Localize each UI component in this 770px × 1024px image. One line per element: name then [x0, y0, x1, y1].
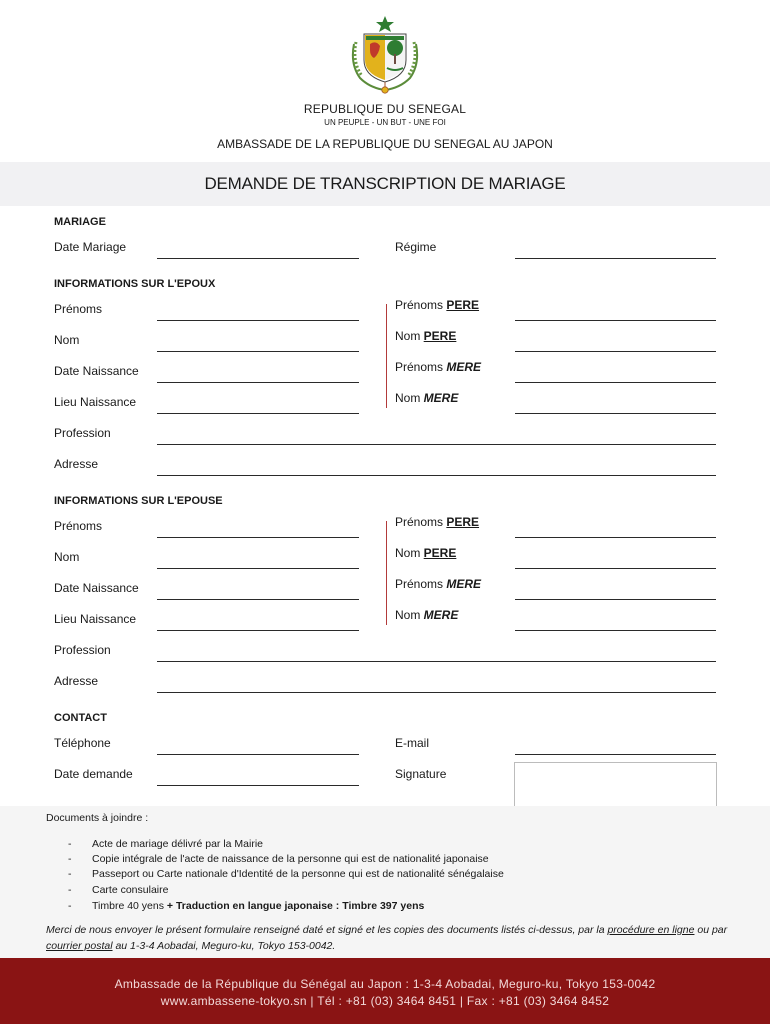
epoux-nom-mere-label: Nom MERE — [395, 391, 459, 405]
email-field[interactable] — [515, 754, 716, 755]
epouse-nom-pere-field[interactable] — [515, 568, 716, 569]
date-mariage-field[interactable] — [157, 258, 359, 259]
epouse-lieu-naissance-field[interactable] — [157, 630, 359, 631]
epoux-lieu-naissance-field[interactable] — [157, 413, 359, 414]
epouse-nom-mere-field[interactable] — [515, 630, 716, 631]
section-epoux-heading: INFORMATIONS SUR L'EPOUX — [54, 278, 216, 290]
online-procedure-link[interactable]: procédure en ligne — [607, 924, 695, 936]
epoux-prenoms-mere-field[interactable] — [515, 382, 716, 383]
epoux-nom-pere-label: Nom PERE — [395, 329, 457, 343]
epoux-adresse-field[interactable] — [157, 475, 716, 476]
footer-band — [0, 958, 770, 1024]
epoux-date-naissance-label: Date Naissance — [54, 364, 139, 378]
documents-title: Documents à joindre : — [46, 812, 149, 824]
epoux-prenoms-pere-field[interactable] — [515, 320, 716, 321]
epouse-adresse-label: Adresse — [54, 674, 99, 688]
section-epouse-heading: INFORMATIONS SUR L'EPOUSE — [54, 495, 223, 507]
epoux-nom-label: Nom — [54, 333, 80, 347]
national-motto: UN PEUPLE - UN BUT - UNE FOI — [324, 118, 446, 127]
epoux-profession-label: Profession — [54, 426, 111, 440]
epouse-nom-field[interactable] — [157, 568, 359, 569]
footer-contact: www.ambassene-tokyo.sn | Tél : +81 (03) 3464 8451 | Fax : +81 (03) 3464 8452 — [160, 994, 610, 1008]
epoux-nom-pere-field[interactable] — [515, 351, 716, 352]
document-item: - Carte consulaire — [68, 884, 169, 896]
epouse-date-naissance-label: Date Naissance — [54, 581, 139, 595]
signature-label: Signature — [395, 767, 447, 781]
embassy-name: AMBASSADE DE LA REPUBLIQUE DU SENEGAL AU JAPON — [217, 137, 553, 151]
postal-mail-link[interactable]: courrier postal — [46, 940, 113, 952]
epoux-nom-field[interactable] — [157, 351, 359, 352]
epouse-prenoms-mere-label: Prénoms MERE — [395, 577, 482, 591]
epouse-adresse-field[interactable] — [157, 692, 716, 693]
email-label: E-mail — [395, 736, 430, 750]
epoux-prenoms-field[interactable] — [157, 320, 359, 321]
coat-of-arms-emblem — [346, 14, 424, 96]
section-contact-heading: CONTACT — [54, 712, 107, 724]
epouse-prenoms-mere-field[interactable] — [515, 599, 716, 600]
epouse-profession-label: Profession — [54, 643, 111, 657]
epouse-prenoms-field[interactable] — [157, 537, 359, 538]
epoux-date-naissance-field[interactable] — [157, 382, 359, 383]
document-item: - Copie intégrale de l'acte de naissance de la personne qui est de nationalité japonaise — [68, 853, 489, 865]
date-demande-field[interactable] — [157, 785, 359, 786]
document-item: - Acte de mariage délivré par la Mairie — [68, 838, 263, 850]
epouse-profession-field[interactable] — [157, 661, 716, 662]
signature-box[interactable] — [514, 762, 717, 807]
regime-field[interactable] — [515, 258, 716, 259]
document-item-timbre: - Timbre 40 yens + Traduction en langue japonaise : Timbre 397 yens — [68, 900, 425, 912]
epouse-lieu-naissance-label: Lieu Naissance — [54, 612, 137, 626]
epoux-prenoms-mere-label: Prénoms MERE — [395, 360, 482, 374]
date-mariage-label: Date Mariage — [54, 240, 127, 254]
footer-address: Ambassade de la République du Sénégal au Japon : 1-3-4 Aobadai, Meguro-ku, Tokyo 153-0042 — [114, 977, 656, 991]
instructions-note: Merci de nous envoyer le présent formulaire renseigné daté et signé et les copies des documents listés ci-dessus, par la procédure en ligne ou par courrier postal au 1-3-4 Aobadai, Meguro-ku, Tokyo 153-0042. — [46, 924, 728, 952]
epouse-nom-label: Nom — [54, 550, 80, 564]
epouse-prenoms-pere-field[interactable] — [515, 537, 716, 538]
epoux-lieu-naissance-label: Lieu Naissance — [54, 395, 137, 409]
epouse-divider — [386, 521, 387, 625]
epouse-nom-pere-label: Nom PERE — [395, 546, 457, 560]
epoux-divider — [386, 304, 387, 408]
telephone-field[interactable] — [157, 754, 359, 755]
epouse-prenoms-label: Prénoms — [54, 519, 103, 533]
telephone-label: Téléphone — [54, 736, 111, 750]
document-item: - Passeport ou Carte nationale d'Identité de la personne qui est de nationalité sénégalaise — [68, 868, 504, 880]
epoux-adresse-label: Adresse — [54, 457, 99, 471]
section-mariage-heading: MARIAGE — [54, 216, 106, 228]
epoux-prenoms-pere-label: Prénoms PERE — [395, 298, 480, 312]
date-demande-label: Date demande — [54, 767, 133, 781]
epoux-prenoms-label: Prénoms — [54, 302, 103, 316]
epouse-date-naissance-field[interactable] — [157, 599, 359, 600]
country-name: REPUBLIQUE DU SENEGAL — [303, 102, 467, 116]
epoux-nom-mere-field[interactable] — [515, 413, 716, 414]
epouse-prenoms-pere-label: Prénoms PERE — [395, 515, 480, 529]
form-title: DEMANDE DE TRANSCRIPTION DE MARIAGE — [204, 174, 566, 193]
regime-label: Régime — [395, 240, 437, 254]
epouse-nom-mere-label: Nom MERE — [395, 608, 459, 622]
epoux-profession-field[interactable] — [157, 444, 716, 445]
